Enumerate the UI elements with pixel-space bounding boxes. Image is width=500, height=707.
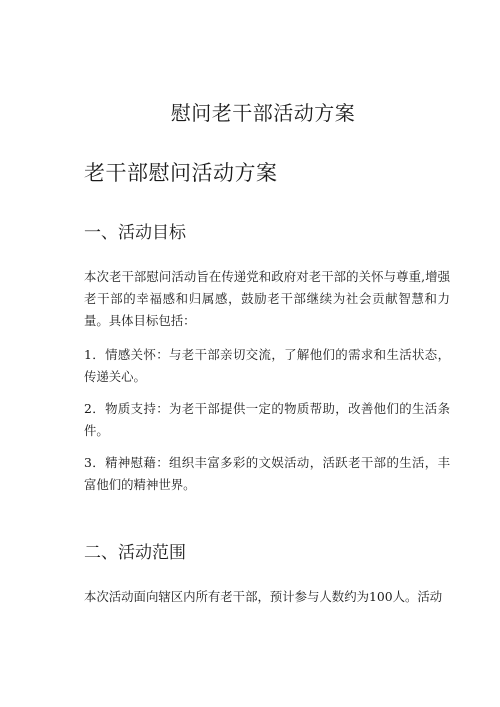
goals-intro-text: 本次老干部慰问活动旨在传递党和政府对老干部的关怀与尊重,增强老干部的幸福感和归属感，鼓励老干部继续为社会贡献智慧和力量。具体目标包括： bbox=[84, 269, 450, 328]
goal-item-material-support bbox=[84, 398, 450, 442]
goals-intro-paragraph bbox=[84, 266, 450, 332]
goal-item-text: 3．精神慰藉：组织丰富多彩的文娱活动，活跃老干部的生活，丰富他们的精神世界。 bbox=[84, 455, 450, 492]
goal-item-spiritual-comfort bbox=[84, 452, 450, 496]
document-subtitle: 老干部慰问活动方案 bbox=[84, 161, 278, 185]
section-heading-goals: 一、活动目标 bbox=[84, 223, 186, 243]
scope-text: 本次活动面向辖区内所有老干部，预计参与人数约为100人。活动 bbox=[84, 589, 443, 604]
goal-item-emotional-care bbox=[84, 344, 450, 388]
goal-item-text: 2．物质支持：为老干部提供一定的物质帮助，改善他们的生活条件。 bbox=[84, 401, 450, 438]
goal-item-text: 1．情感关怀：与老干部亲切交流，了解他们的需求和生活状态，传递关心。 bbox=[84, 347, 450, 384]
document-title: 慰问老干部活动方案 bbox=[170, 101, 356, 125]
scope-paragraph bbox=[84, 586, 450, 608]
section-heading-scope: 二、活动范围 bbox=[84, 543, 186, 563]
